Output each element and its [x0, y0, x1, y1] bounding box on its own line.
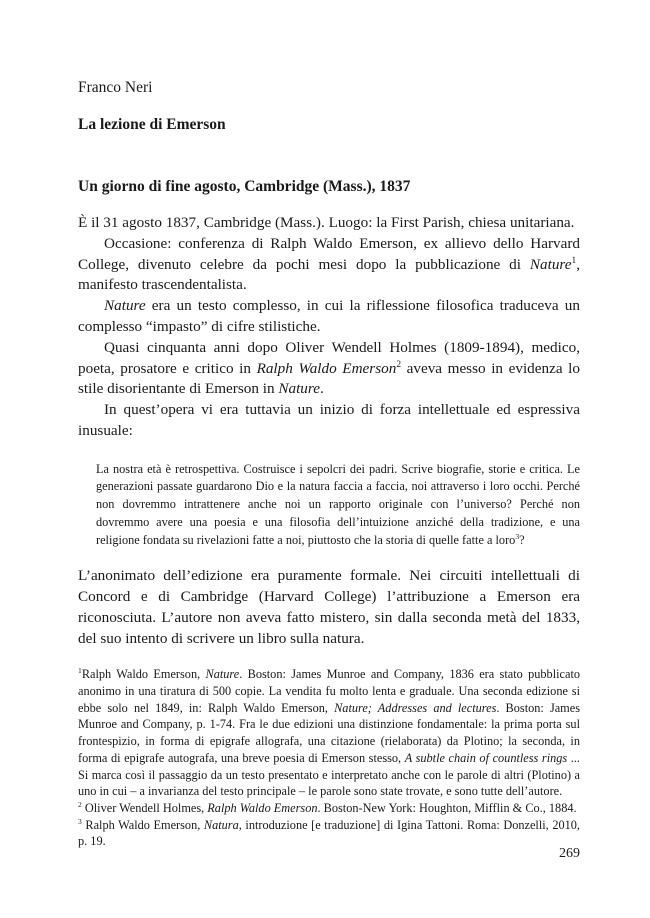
- holmes-book-title: Ralph Waldo Emerson: [256, 359, 397, 377]
- nature-title-ref-3: Nature: [278, 380, 320, 398]
- footnote-ref-2: 2: [396, 359, 402, 370]
- paragraph-2: [78, 234, 580, 296]
- footnote-1-italic-2: Nature; Addresses and lectures: [334, 700, 497, 715]
- paragraph-5-text: In quest’opera vi era tuttavia un inizio di forza intellettuale ed espressiva inusuale:: [78, 401, 580, 439]
- paragraph-1: [78, 213, 580, 234]
- footnote-2-text-a: Oliver Wendell Holmes,: [81, 800, 208, 815]
- quote-text: La nostra età è retrospettiva. Costruisce i sepolcri dei padri. Scrive biografie, storie e critica. Le generazioni passate guardarono Dio e la natura faccia a faccia, noi attraverso i loro occhi. Perché non dovremmo intrattenere anche noi un rapporto originale con l’universo? Perché non dovremmo avere una poesia e una filosofia dell’intuizione anziché della tradizione, e una religione fondata su rivelazioni fatte a noi, piuttosto che la storia di quelle fatte a loro: [96, 461, 580, 547]
- footnote-2-mark: 2: [78, 799, 82, 809]
- footnote-2-text-b: . Boston-New York: Houghton, Mifflin & Co., 1884.: [317, 800, 577, 815]
- footnote-3-italic: Natura: [203, 817, 239, 832]
- paragraph-4: [78, 338, 580, 400]
- footnote-3-text-a: Ralph Waldo Emerson,: [81, 817, 204, 832]
- quote-end: ?: [519, 532, 525, 547]
- page-number: 269: [559, 846, 580, 861]
- paragraph-4-text-c: .: [319, 380, 324, 398]
- footnote-ref-1: 1: [571, 255, 577, 266]
- chapter-title: La lezione di Emerson: [78, 116, 226, 133]
- book-page: [78, 78, 580, 850]
- footnote-1-text-d: ... Si marca così il passaggio da un testo presentato e interpretato anche con le parole di altri (Plotino) a uno in cui – a invarianza del testo principale – le parole sono state trovate, e sono tutte dell’autore.: [78, 750, 581, 799]
- footnote-1-italic-3: A subtle chain of countless rings: [404, 750, 568, 765]
- footnote-1-text-b: . Boston: James Munroe and Company, 1836 era stato pubblicato anonimo in una tiratura di 500 copie. La vendita fu molto lenta e graduale. Una seconda edizione si ebbe solo nel 1849, in: Ralph Waldo Emerson,: [78, 667, 581, 715]
- author-name: Franco Neri: [78, 79, 153, 96]
- block-quote: [96, 461, 580, 550]
- body-text: [78, 213, 580, 442]
- paragraph-2-text-b: , manifesto trascendentalista.: [78, 255, 580, 294]
- paragraph-4-text-a: Quasi cinquanta anni dopo Oliver Wendell Holmes (1809-1894), medico, poeta, prosatore e critico in: [78, 338, 580, 377]
- footnote-1-mark: 1: [78, 666, 82, 676]
- footnote-3-text-b: , introduzione [e traduzione] di Igina Tattoni. Roma: Donzelli, 2010, p. 19.: [78, 817, 580, 849]
- paragraph-1-text: È il 31 agosto 1837, Cambridge (Mass.). Luogo: la First Parish, chiesa unitariana.: [78, 214, 575, 231]
- paragraph-3-text: era un testo complesso, in cui la riflessione filosofica traduceva un complesso “impasto” di cifre stilistiche.: [78, 297, 580, 335]
- footnote-3: [78, 817, 580, 850]
- paragraph-4-text-b: aveva messo in evidenza lo stile disorientante di Emerson in: [78, 359, 581, 398]
- footnote-2: [78, 800, 580, 817]
- section-heading: Un giorno di fine agosto, Cambridge (Mass.), 1837: [78, 178, 411, 195]
- footnote-ref-3: 3: [515, 531, 520, 541]
- paragraph-3: [78, 296, 580, 338]
- footnote-2-italic: Ralph Waldo Emerson: [207, 800, 318, 815]
- paragraph-after-quote: L’anonimato dell’edizione era puramente formale. Nei circuiti intellettuali di Concord e di Cambridge (Harvard College) l’attribuzione a Emerson era riconosciuta. L’autore non aveva fatto mistero, sin dalla seconda metà del 1833, del suo intento di scrivere un libro sulla natura.: [78, 567, 580, 648]
- footnote-3-mark: 3: [78, 816, 82, 826]
- paragraph-2-text-a: Occasione: conferenza di Ralph Waldo Emerson, ex allievo dello Harvard College, divenuto celebre da pochi mesi dopo la pubblicazione di: [78, 234, 580, 273]
- footnotes: [78, 666, 580, 850]
- paragraph-5: [78, 400, 580, 442]
- footnote-1-text-a: Ralph Waldo Emerson,: [81, 667, 206, 682]
- footnote-1: [78, 666, 580, 800]
- footnote-1-text-c: . Boston: James Munroe and Company, p. 1-74. Fra le due edizioni una distinzione fondamentale: la prima porta sul frontespizio, in forma di epigrafe allografa, una citazione (rielaborata) da Plotino; la seconda, in forma di epigrafe autografa, una breve poesia di Emerson stesso,: [78, 700, 580, 765]
- nature-title-ref: Nature: [529, 255, 572, 273]
- footnote-1-italic-1: Nature: [205, 667, 240, 682]
- nature-title-ref-2: Nature: [104, 297, 146, 315]
